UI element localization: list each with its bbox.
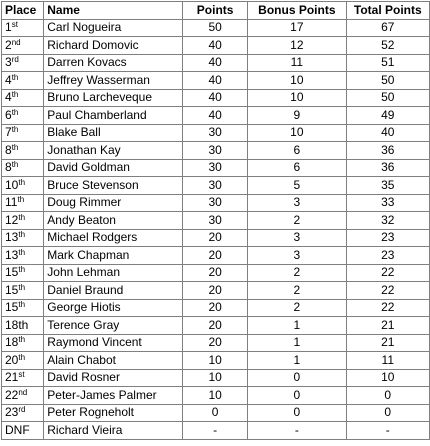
header-points: Points <box>183 2 248 20</box>
total-points-cell: 52 <box>346 37 429 55</box>
total-points-cell: 32 <box>346 212 429 230</box>
points-cell: 10 <box>183 387 248 405</box>
name-cell: Richard Domovic <box>44 37 183 55</box>
standings-table <box>1 1 430 440</box>
bonus-points-cell: 1 <box>248 352 346 370</box>
table-row <box>2 37 430 55</box>
place-cell <box>2 212 44 230</box>
total-points-cell: - <box>346 422 429 440</box>
points-cell: 40 <box>183 89 248 107</box>
place-number: 8 <box>5 142 12 157</box>
place-suffix: th <box>11 72 19 82</box>
place-suffix: th <box>18 352 26 362</box>
bonus-points-cell: 10 <box>248 124 346 142</box>
place-number: 13 <box>5 247 19 262</box>
table-row <box>2 177 430 195</box>
bonus-points-cell: 3 <box>248 229 346 247</box>
table-row <box>2 107 430 125</box>
table-row <box>2 54 430 72</box>
place-cell <box>2 317 44 335</box>
total-points-cell: 22 <box>346 264 429 282</box>
place-suffix: st <box>18 370 25 380</box>
points-cell: 30 <box>183 194 248 212</box>
bonus-points-cell: 1 <box>248 334 346 352</box>
points-cell: 20 <box>183 299 248 317</box>
total-points-cell: 33 <box>346 194 429 212</box>
table-row <box>2 352 430 370</box>
bonus-points-cell: 11 <box>248 54 346 72</box>
points-cell: 30 <box>183 212 248 230</box>
place-number: 15 <box>5 282 19 297</box>
bonus-points-cell: 10 <box>248 89 346 107</box>
points-cell: 30 <box>183 124 248 142</box>
name-cell: Terence Gray <box>44 317 183 335</box>
place-suffix: th <box>18 177 26 187</box>
place-cell <box>2 194 44 212</box>
points-cell: 10 <box>183 352 248 370</box>
name-cell: Andy Beaton <box>44 212 183 230</box>
table-row <box>2 282 430 300</box>
place-number: 4 <box>5 90 12 105</box>
place-number: 10 <box>5 177 19 192</box>
place-suffix: th <box>11 107 19 117</box>
name-cell: George Hiotis <box>44 299 183 317</box>
name-cell: Jeffrey Wasserman <box>44 72 183 90</box>
header-bonus-points: Bonus Points <box>248 2 346 20</box>
place-suffix: nd <box>11 37 21 47</box>
total-points-cell: 22 <box>346 299 429 317</box>
points-cell: 20 <box>183 264 248 282</box>
bonus-points-cell: 6 <box>248 142 346 160</box>
header-name: Name <box>44 2 183 20</box>
place-suffix: th <box>18 265 26 275</box>
total-points-cell: 0 <box>346 404 429 422</box>
bonus-points-cell: 10 <box>248 72 346 90</box>
table-row <box>2 229 430 247</box>
bonus-points-cell: 6 <box>248 159 346 177</box>
place-number: 21 <box>5 370 19 385</box>
name-cell: Daniel Braund <box>44 282 183 300</box>
place-number: 12 <box>5 212 19 227</box>
table-row <box>2 124 430 142</box>
total-points-cell: 50 <box>346 89 429 107</box>
place-number: 20 <box>5 352 19 367</box>
points-cell: 30 <box>183 177 248 195</box>
place-cell <box>2 72 44 90</box>
total-points-cell: 51 <box>346 54 429 72</box>
place-cell <box>2 37 44 55</box>
total-points-cell: 21 <box>346 317 429 335</box>
bonus-points-cell: 3 <box>248 247 346 265</box>
bonus-points-cell: 9 <box>248 107 346 125</box>
total-points-cell: 11 <box>346 352 429 370</box>
name-cell: Paul Chamberland <box>44 107 183 125</box>
place-cell <box>2 159 44 177</box>
bonus-points-cell: - <box>248 422 346 440</box>
total-points-cell: 10 <box>346 369 429 387</box>
place-cell <box>2 334 44 352</box>
total-points-cell: 35 <box>346 177 429 195</box>
total-points-cell: 0 <box>346 387 429 405</box>
header-total-points: Total Points <box>346 2 429 20</box>
place-number: 22 <box>5 387 19 402</box>
place-suffix: st <box>11 20 18 30</box>
name-cell: Carl Nogueira <box>44 19 183 37</box>
points-cell: 30 <box>183 142 248 160</box>
bonus-points-cell: 3 <box>248 194 346 212</box>
bonus-points-cell: 2 <box>248 282 346 300</box>
place-number: 4 <box>5 72 12 87</box>
bonus-points-cell: 5 <box>248 177 346 195</box>
place-cell <box>2 177 44 195</box>
table-row <box>2 72 430 90</box>
place-suffix: th <box>11 90 19 100</box>
table-row <box>2 317 430 335</box>
name-cell: Peter-James Palmer <box>44 387 183 405</box>
header-row <box>2 2 430 20</box>
place-number: 18 <box>5 335 19 350</box>
total-points-cell: 22 <box>346 282 429 300</box>
points-cell: 40 <box>183 72 248 90</box>
name-cell: Bruno Larcheveque <box>44 89 183 107</box>
table-row <box>2 404 430 422</box>
place-cell <box>2 264 44 282</box>
place-cell <box>2 247 44 265</box>
table-row <box>2 142 430 160</box>
place-cell <box>2 282 44 300</box>
table-row <box>2 194 430 212</box>
place-number: 3 <box>5 55 12 70</box>
points-cell: 40 <box>183 107 248 125</box>
bonus-points-cell: 1 <box>248 317 346 335</box>
place-suffix: th <box>17 195 25 205</box>
bonus-points-cell: 2 <box>248 299 346 317</box>
name-cell: Doug Rimmer <box>44 194 183 212</box>
points-cell: 20 <box>183 317 248 335</box>
total-points-cell: 23 <box>346 229 429 247</box>
points-cell: 20 <box>183 247 248 265</box>
place-cell <box>2 352 44 370</box>
table-row <box>2 369 430 387</box>
points-cell: 30 <box>183 159 248 177</box>
name-cell: Jonathan Kay <box>44 142 183 160</box>
points-cell: 0 <box>183 404 248 422</box>
place-number: 6 <box>5 107 12 122</box>
total-points-cell: 36 <box>346 142 429 160</box>
table-row <box>2 159 430 177</box>
place-number: 7 <box>5 125 12 140</box>
place-cell <box>2 404 44 422</box>
place-number: 11 <box>5 195 18 210</box>
place-suffix: th <box>18 300 26 310</box>
points-cell: 20 <box>183 334 248 352</box>
table-row <box>2 422 430 440</box>
place-number: DNF <box>5 422 30 437</box>
total-points-cell: 21 <box>346 334 429 352</box>
place-suffix: th <box>11 142 19 152</box>
place-cell <box>2 387 44 405</box>
place-cell <box>2 124 44 142</box>
bonus-points-cell: 17 <box>248 19 346 37</box>
name-cell: Darren Kovacs <box>44 54 183 72</box>
points-cell: 20 <box>183 229 248 247</box>
place-cell <box>2 107 44 125</box>
place-number: 2 <box>5 37 12 52</box>
table-row <box>2 89 430 107</box>
place-suffix: nd <box>18 387 28 397</box>
total-points-cell: 40 <box>346 124 429 142</box>
table-row <box>2 212 430 230</box>
place-suffix: th <box>11 160 19 170</box>
place-cell <box>2 19 44 37</box>
place-cell <box>2 54 44 72</box>
points-cell: - <box>183 422 248 440</box>
place-number: 13 <box>5 230 19 245</box>
name-cell: Michael Rodgers <box>44 229 183 247</box>
place-suffix: th <box>18 282 26 292</box>
place-cell <box>2 422 44 440</box>
name-cell: David Goldman <box>44 159 183 177</box>
place-cell <box>2 229 44 247</box>
bonus-points-cell: 0 <box>248 387 346 405</box>
points-cell: 40 <box>183 37 248 55</box>
place-suffix: th <box>18 247 26 257</box>
place-suffix: th <box>18 230 26 240</box>
place-number: 23 <box>5 405 19 420</box>
name-cell: Blake Ball <box>44 124 183 142</box>
place-number: 15 <box>5 300 19 315</box>
place-number: 15 <box>5 265 19 280</box>
total-points-cell: 36 <box>346 159 429 177</box>
total-points-cell: 49 <box>346 107 429 125</box>
table-row <box>2 264 430 282</box>
place-cell <box>2 142 44 160</box>
name-cell: Raymond Vincent <box>44 334 183 352</box>
points-cell: 40 <box>183 54 248 72</box>
points-cell: 10 <box>183 369 248 387</box>
place-cell <box>2 369 44 387</box>
total-points-cell: 67 <box>346 19 429 37</box>
total-points-cell: 23 <box>346 247 429 265</box>
name-cell: Peter Rogneholt <box>44 404 183 422</box>
table-row <box>2 299 430 317</box>
name-cell: John Lehman <box>44 264 183 282</box>
name-cell: Richard Vieira <box>44 422 183 440</box>
points-cell: 20 <box>183 282 248 300</box>
place-number: 1 <box>5 20 12 35</box>
header-place: Place <box>2 2 44 20</box>
name-cell: Alain Chabot <box>44 352 183 370</box>
bonus-points-cell: 0 <box>248 369 346 387</box>
place-suffix: rd <box>18 405 26 415</box>
place-suffix: th <box>11 125 19 135</box>
bonus-points-cell: 0 <box>248 404 346 422</box>
place-suffix: rd <box>11 55 19 65</box>
place-cell <box>2 89 44 107</box>
place-suffix: th <box>18 335 26 345</box>
name-cell: David Rosner <box>44 369 183 387</box>
place-number: 8 <box>5 160 12 175</box>
bonus-points-cell: 2 <box>248 212 346 230</box>
place-number: 18th <box>5 317 29 332</box>
table-row <box>2 247 430 265</box>
total-points-cell: 50 <box>346 72 429 90</box>
place-cell <box>2 299 44 317</box>
name-cell: Mark Chapman <box>44 247 183 265</box>
table-row <box>2 334 430 352</box>
points-cell: 50 <box>183 19 248 37</box>
table-row <box>2 19 430 37</box>
place-suffix: th <box>18 212 26 222</box>
name-cell: Bruce Stevenson <box>44 177 183 195</box>
bonus-points-cell: 2 <box>248 264 346 282</box>
bonus-points-cell: 12 <box>248 37 346 55</box>
table-row <box>2 387 430 405</box>
